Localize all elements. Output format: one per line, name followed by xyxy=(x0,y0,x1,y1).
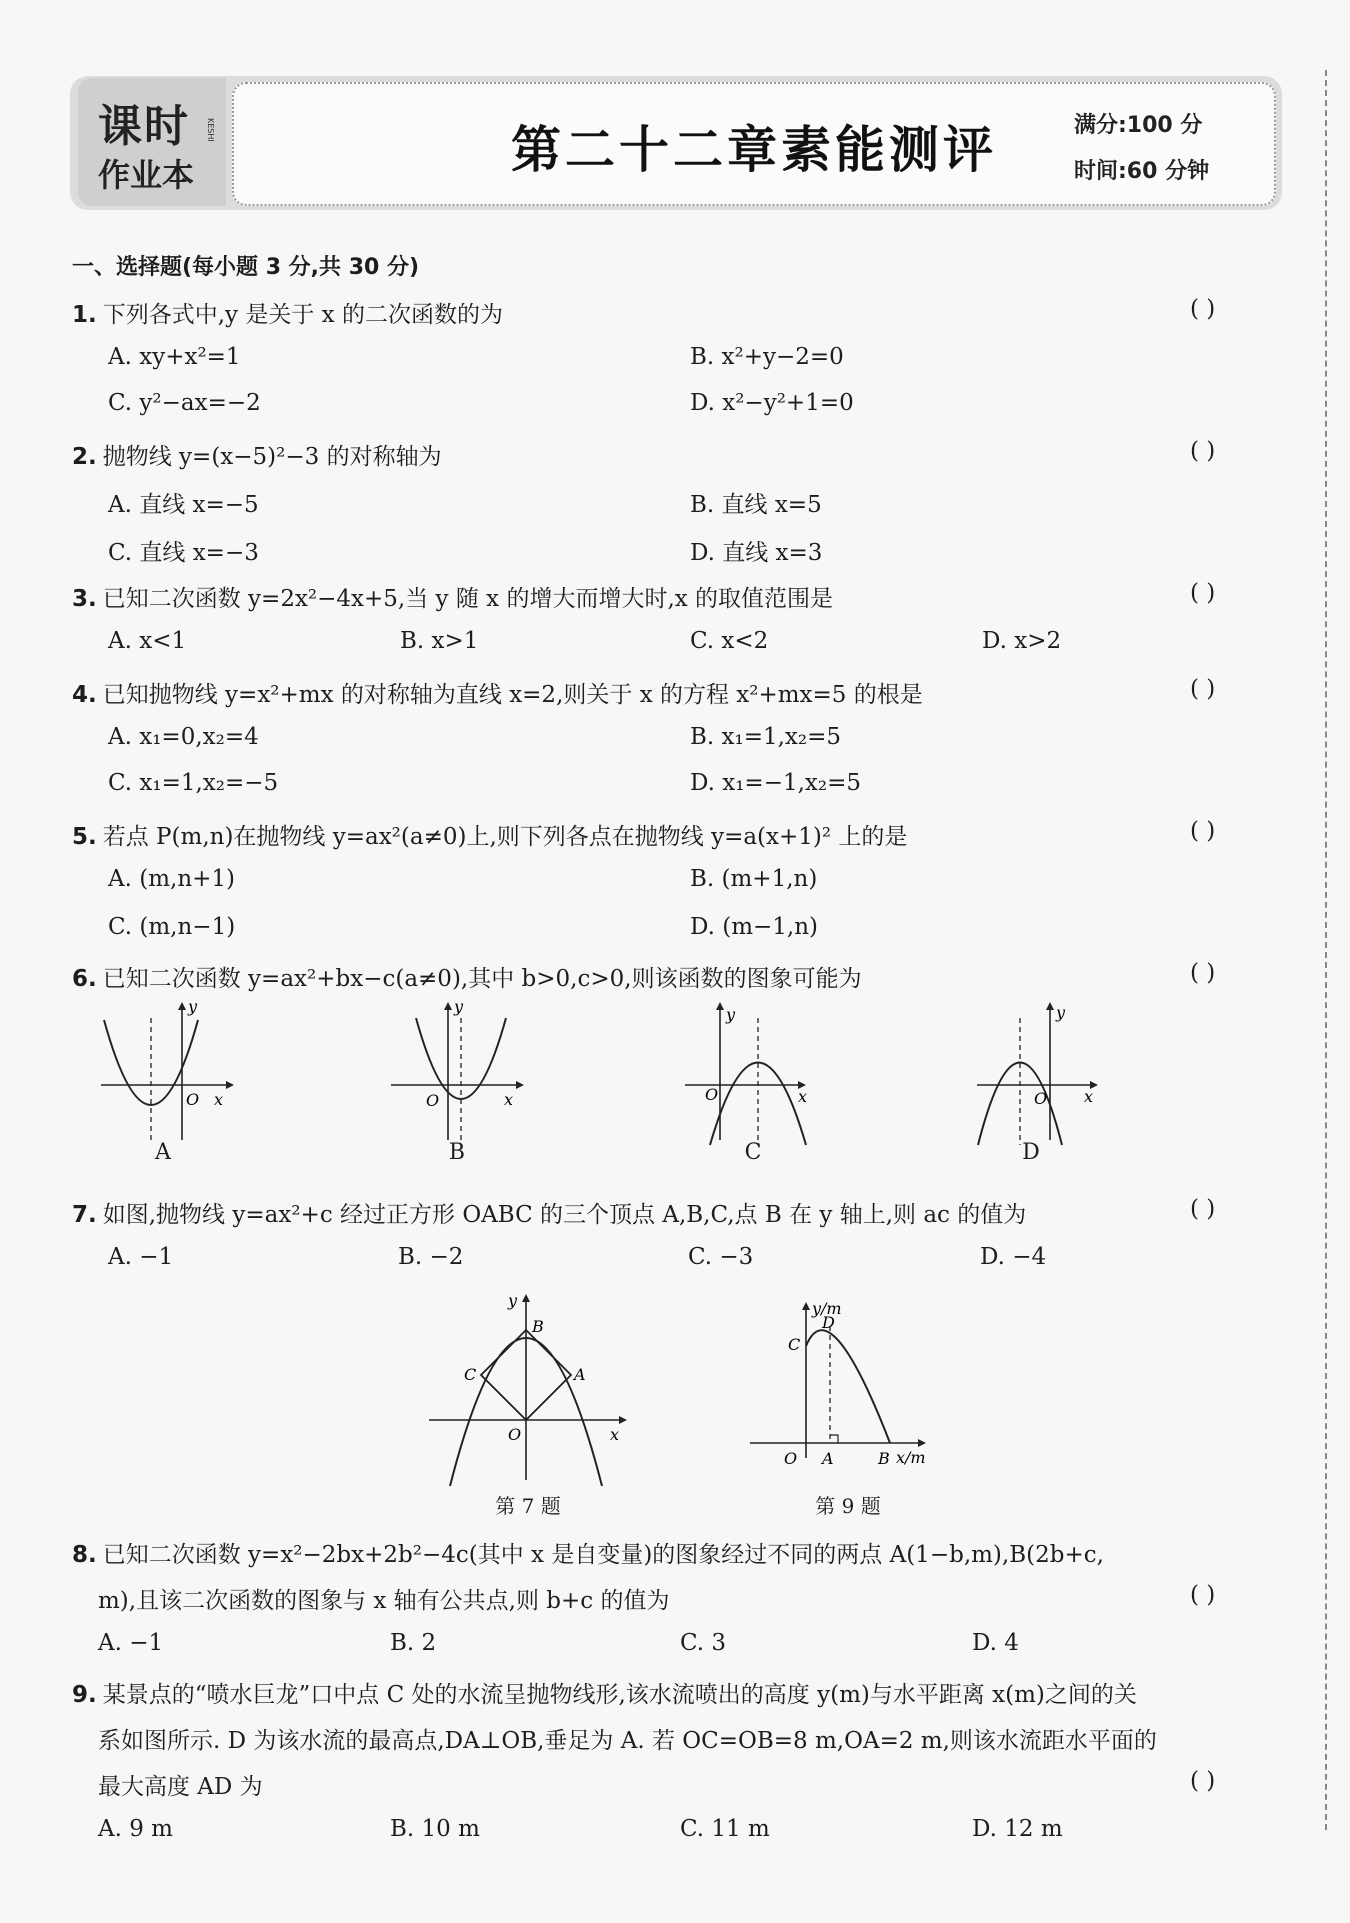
badge-line1: 课时 xyxy=(98,101,190,152)
q3-option-d[interactable]: D. x>2 xyxy=(982,628,1062,654)
answer-blank-8[interactable]: ( ) xyxy=(1190,1582,1216,1608)
q1-option-a[interactable]: A. xy+x²=1 xyxy=(108,344,241,370)
q9-option-b[interactable]: B. 10 m xyxy=(390,1816,480,1842)
page-title: 第二十二章素能测评 xyxy=(511,120,997,179)
fig7-y-label: y xyxy=(508,1291,518,1310)
axis-x-label: x xyxy=(798,1087,808,1106)
fig7-a-label: A xyxy=(574,1365,586,1384)
brand-badge xyxy=(78,78,226,206)
answer-blank-9[interactable]: ( ) xyxy=(1190,1768,1216,1794)
fig7-b-label: B xyxy=(532,1317,544,1336)
question-8-line-2: m),且该二次函数的图象与 x 轴有公共点,则 b+c 的值为 xyxy=(98,1588,670,1614)
q5-option-a[interactable]: A. (m,n+1) xyxy=(108,866,236,892)
question-number: 5. xyxy=(72,824,97,850)
question-stem: 已知抛物线 y=x²+mx 的对称轴为直线 x=2,则关于 x 的方程 x²+mx=5 的根是 xyxy=(102,682,923,708)
question-number: 7. xyxy=(72,1202,97,1228)
q6-label-d: D xyxy=(1022,1140,1040,1165)
time-limit: 时间:60 分钟 xyxy=(1074,159,1210,184)
question-stem: 已知二次函数 y=ax²+bx−c(a≠0),其中 b>0,c>0,则该函数的图象可能为 xyxy=(102,966,862,992)
fig9-a-label: A xyxy=(822,1449,834,1468)
q9-option-a[interactable]: A. 9 m xyxy=(98,1816,173,1842)
q5-option-c[interactable]: C. (m,n−1) xyxy=(108,914,236,940)
q4-option-a[interactable]: A. x₁=0,x₂=4 xyxy=(108,724,259,750)
origin-label: O xyxy=(1034,1089,1048,1108)
question-stem: 若点 P(m,n)在抛物线 y=ax²(a≠0)上,则下列各点在抛物线 y=a(x+1)² 上的是 xyxy=(102,824,908,850)
question-number: 1. xyxy=(72,302,97,328)
section-heading: 一、选择题(每小题 3 分,共 30 分) xyxy=(72,255,420,280)
question-number: 3. xyxy=(72,586,97,612)
fig9-y-label: y/m xyxy=(812,1299,842,1318)
question-4 xyxy=(72,676,923,709)
q9-option-d[interactable]: D. 12 m xyxy=(972,1816,1063,1842)
axis-x-label: x xyxy=(214,1090,224,1109)
q3-option-b[interactable]: B. x>1 xyxy=(400,628,479,654)
answer-blank-7[interactable]: ( ) xyxy=(1190,1196,1216,1222)
answer-blank-5[interactable]: ( ) xyxy=(1190,818,1216,844)
answer-blank-1[interactable]: ( ) xyxy=(1190,296,1216,322)
question-7 xyxy=(72,1196,1026,1229)
fig9-d-label: D xyxy=(822,1313,835,1332)
q4-option-d[interactable]: D. x₁=−1,x₂=5 xyxy=(690,770,862,796)
fig7-o-label: O xyxy=(508,1425,522,1444)
question-5 xyxy=(72,818,907,851)
question-1 xyxy=(72,296,503,329)
q1-option-b[interactable]: B. x²+y−2=0 xyxy=(690,344,844,370)
question-stem: 某景点的“喷水巨龙”口中点 C 处的水流呈抛物线形,该水流喷出的高度 y(m)与水平距离 x(m)之间的关 xyxy=(102,1682,1137,1708)
fig9-o-label: O xyxy=(784,1449,798,1468)
q3-option-c[interactable]: C. x<2 xyxy=(690,628,769,654)
q6-label-c: C xyxy=(744,1140,762,1165)
q4-option-b[interactable]: B. x₁=1,x₂=5 xyxy=(690,724,842,750)
q4-option-c[interactable]: C. x₁=1,x₂=−5 xyxy=(108,770,279,796)
axis-y-label: y xyxy=(1056,1003,1066,1022)
question-number: 9. xyxy=(72,1682,97,1708)
q3-option-a[interactable]: A. x<1 xyxy=(108,628,187,654)
axis-y-label: y xyxy=(726,1005,736,1024)
q2-option-d[interactable]: D. 直线 x=3 xyxy=(690,540,823,566)
badge-line2: 作业本 xyxy=(98,156,195,194)
q7-option-a[interactable]: A. −1 xyxy=(108,1244,174,1270)
question-8-line-1 xyxy=(72,1536,1104,1569)
question-number: 8. xyxy=(72,1542,97,1568)
figure-9 xyxy=(750,1298,960,1478)
q8-option-a[interactable]: A. −1 xyxy=(98,1630,164,1656)
question-9-line-2: 系如图所示. D 为该水流的最高点,DA⊥OB,垂足为 A. 若 OC=OB=8 m,OA=2 m,则该水流距水平面的 xyxy=(98,1728,1157,1754)
question-number: 6. xyxy=(72,966,97,992)
origin-label: O xyxy=(426,1091,440,1110)
question-number: 2. xyxy=(72,444,97,470)
question-stem: 如图,抛物线 y=ax²+c 经过正方形 OABC 的三个顶点 A,B,C,点 B 在 y 轴上,则 ac 的值为 xyxy=(102,1202,1027,1228)
fig7-x-label: x xyxy=(610,1425,620,1444)
origin-label: O xyxy=(186,1090,200,1109)
header-box xyxy=(232,82,1276,206)
q8-option-d[interactable]: D. 4 xyxy=(972,1630,1019,1656)
answer-blank-2[interactable]: ( ) xyxy=(1190,438,1216,464)
answer-blank-3[interactable]: ( ) xyxy=(1190,580,1216,606)
fig9-x-label: x/m xyxy=(896,1448,926,1467)
question-3 xyxy=(72,580,833,613)
axis-y-label: y xyxy=(454,1000,464,1016)
fig7-c-label: C xyxy=(464,1365,477,1384)
fig9-b-label: B xyxy=(878,1449,890,1468)
question-2 xyxy=(72,438,442,471)
badge-side-text: KESHI xyxy=(206,118,215,142)
question-6 xyxy=(72,960,862,993)
q9-option-c[interactable]: C. 11 m xyxy=(680,1816,770,1842)
q8-option-c[interactable]: C. 3 xyxy=(680,1630,727,1656)
question-stem: 已知二次函数 y=2x²−4x+5,当 y 随 x 的增大而增大时,x 的取值范围是 xyxy=(102,586,834,612)
q1-option-c[interactable]: C. y²−ax=−2 xyxy=(108,390,261,416)
axis-x-label: x xyxy=(1084,1087,1094,1106)
figure-7 xyxy=(424,1290,634,1490)
q7-option-c[interactable]: C. −3 xyxy=(688,1244,754,1270)
q2-option-a[interactable]: A. 直线 x=−5 xyxy=(108,492,259,518)
q6-label-b: B xyxy=(448,1140,466,1165)
question-9-line-1 xyxy=(72,1676,1137,1709)
q6-label-a: A xyxy=(155,1140,171,1165)
right-dashed-border xyxy=(1325,70,1327,1830)
q7-option-b[interactable]: B. −2 xyxy=(398,1244,464,1270)
question-9-line-3: 最大高度 AD 为 xyxy=(98,1774,263,1800)
question-number: 4. xyxy=(72,682,97,708)
q2-option-b[interactable]: B. 直线 x=5 xyxy=(690,492,822,518)
answer-blank-6[interactable]: ( ) xyxy=(1190,960,1216,986)
q2-option-c[interactable]: C. 直线 x=−3 xyxy=(108,540,259,566)
q5-option-b[interactable]: B. (m+1,n) xyxy=(690,866,818,892)
q8-option-b[interactable]: B. 2 xyxy=(390,1630,437,1656)
figure-7-caption: 第 7 题 xyxy=(495,1494,561,1518)
question-stem: 下列各式中,y 是关于 x 的二次函数的为 xyxy=(102,302,503,328)
origin-label: O xyxy=(705,1085,719,1104)
fig9-c-label: C xyxy=(788,1335,801,1354)
question-stem: 已知二次函数 y=x²−2bx+2b²−4c(其中 x 是自变量)的图象经过不同的两点 A(1−b,m),B(2b+c, xyxy=(102,1542,1104,1568)
q5-option-d[interactable]: D. (m−1,n) xyxy=(690,914,819,940)
question-stem: 抛物线 y=(x−5)²−3 的对称轴为 xyxy=(102,444,442,470)
q1-option-d[interactable]: D. x²−y²+1=0 xyxy=(690,390,854,416)
q7-option-d[interactable]: D. −4 xyxy=(980,1244,1047,1270)
axis-x-label: x xyxy=(504,1090,514,1109)
axis-y-label: y xyxy=(188,1000,198,1016)
figure-9-caption: 第 9 题 xyxy=(815,1494,881,1518)
full-score: 满分:100 分 xyxy=(1074,113,1203,138)
answer-blank-4[interactable]: ( ) xyxy=(1190,676,1216,702)
